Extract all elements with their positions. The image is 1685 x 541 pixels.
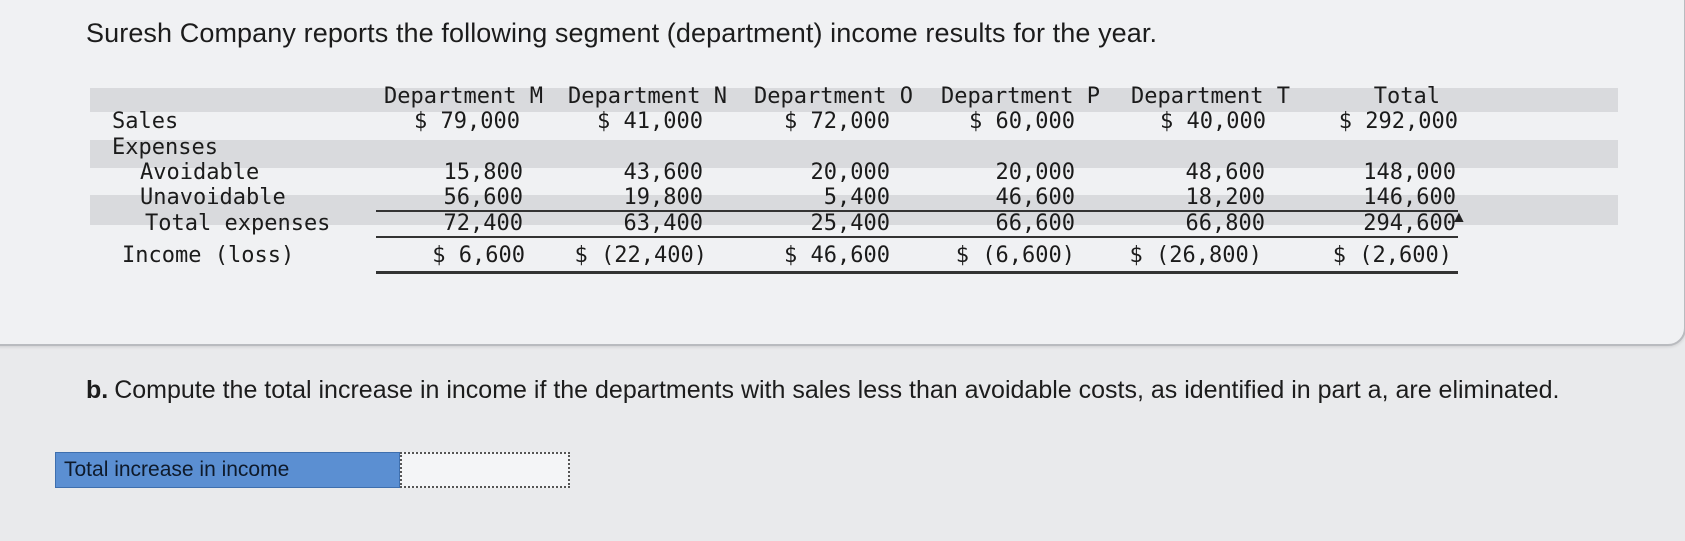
total-expenses-department-t: 66,800	[1185, 211, 1265, 236]
income-department-t: $ (26,800)	[1129, 243, 1262, 268]
answer-label: Total increase in income	[55, 452, 400, 488]
total-expenses-rule	[376, 236, 1458, 238]
income-total: $ (2,600)	[1332, 243, 1452, 268]
row-label-sales: Sales	[112, 109, 179, 134]
avoidable-department-p: 20,000	[995, 160, 1075, 185]
unavoidable-department-t: 18,200	[1185, 185, 1265, 210]
sales-department-n: $ 41,000	[597, 109, 703, 134]
income-department-p: $ (6,600)	[955, 243, 1075, 268]
income-department-n: $ (22,400)	[574, 243, 707, 268]
income-department-o: $ 46,600	[784, 243, 890, 268]
header-department-p: Department P	[941, 84, 1100, 109]
question-b	[86, 376, 1559, 405]
total-expenses-department-m: 72,400	[443, 211, 523, 236]
total-expenses-department-p: 66,600	[995, 211, 1075, 236]
sales-total: $ 292,000	[1338, 109, 1458, 134]
unavoidable-department-p: 46,600	[995, 185, 1075, 210]
unavoidable-department-m: 56,600	[443, 185, 523, 210]
total-expenses-total: 294,600	[1363, 211, 1456, 236]
question-text: Compute the total increase in income if the departments with sales less than avoidable costs, as identified in part a, are eliminated.	[114, 376, 1560, 404]
row-label-expenses: Expenses	[112, 135, 218, 160]
header-department-t: Department T	[1131, 84, 1290, 109]
sales-department-m: $ 79,000	[414, 109, 520, 134]
avoidable-total: 148,000	[1363, 160, 1456, 185]
income-department-m: $ 6,600	[432, 243, 525, 268]
question-letter: b.	[86, 376, 109, 404]
row-label-unavoidable: Unavoidable	[140, 185, 286, 210]
intro-text: Suresh Company reports the following segment (department) income results for the year.	[86, 18, 1158, 48]
avoidable-department-n: 43,600	[623, 160, 703, 185]
total-increase-input[interactable]	[400, 452, 570, 488]
avoidable-department-m: 15,800	[443, 160, 523, 185]
sales-department-p: $ 60,000	[969, 109, 1075, 134]
unavoidable-department-n: 19,800	[623, 185, 703, 210]
header-department-n: Department N	[568, 84, 727, 109]
income-bottom-rule	[376, 271, 1458, 274]
mouse-cursor-icon: ▲	[1451, 209, 1467, 226]
row-label-income: Income (loss)	[122, 243, 295, 268]
row-label-avoidable: Avoidable	[140, 160, 260, 185]
row-label-total-expenses: Total expenses	[145, 211, 331, 236]
total-expenses-department-o: 25,400	[810, 211, 890, 236]
unavoidable-department-o: 5,400	[823, 185, 890, 210]
header-department-m: Department M	[384, 84, 543, 109]
header-total: Total	[1373, 84, 1440, 109]
sales-department-o: $ 72,000	[784, 109, 890, 134]
header-department-o: Department O	[754, 84, 913, 109]
avoidable-department-t: 48,600	[1185, 160, 1265, 185]
total-expenses-department-n: 63,400	[623, 211, 703, 236]
avoidable-department-o: 20,000	[810, 160, 890, 185]
sales-department-t: $ 40,000	[1160, 109, 1266, 134]
unavoidable-total: 146,600	[1363, 185, 1456, 210]
